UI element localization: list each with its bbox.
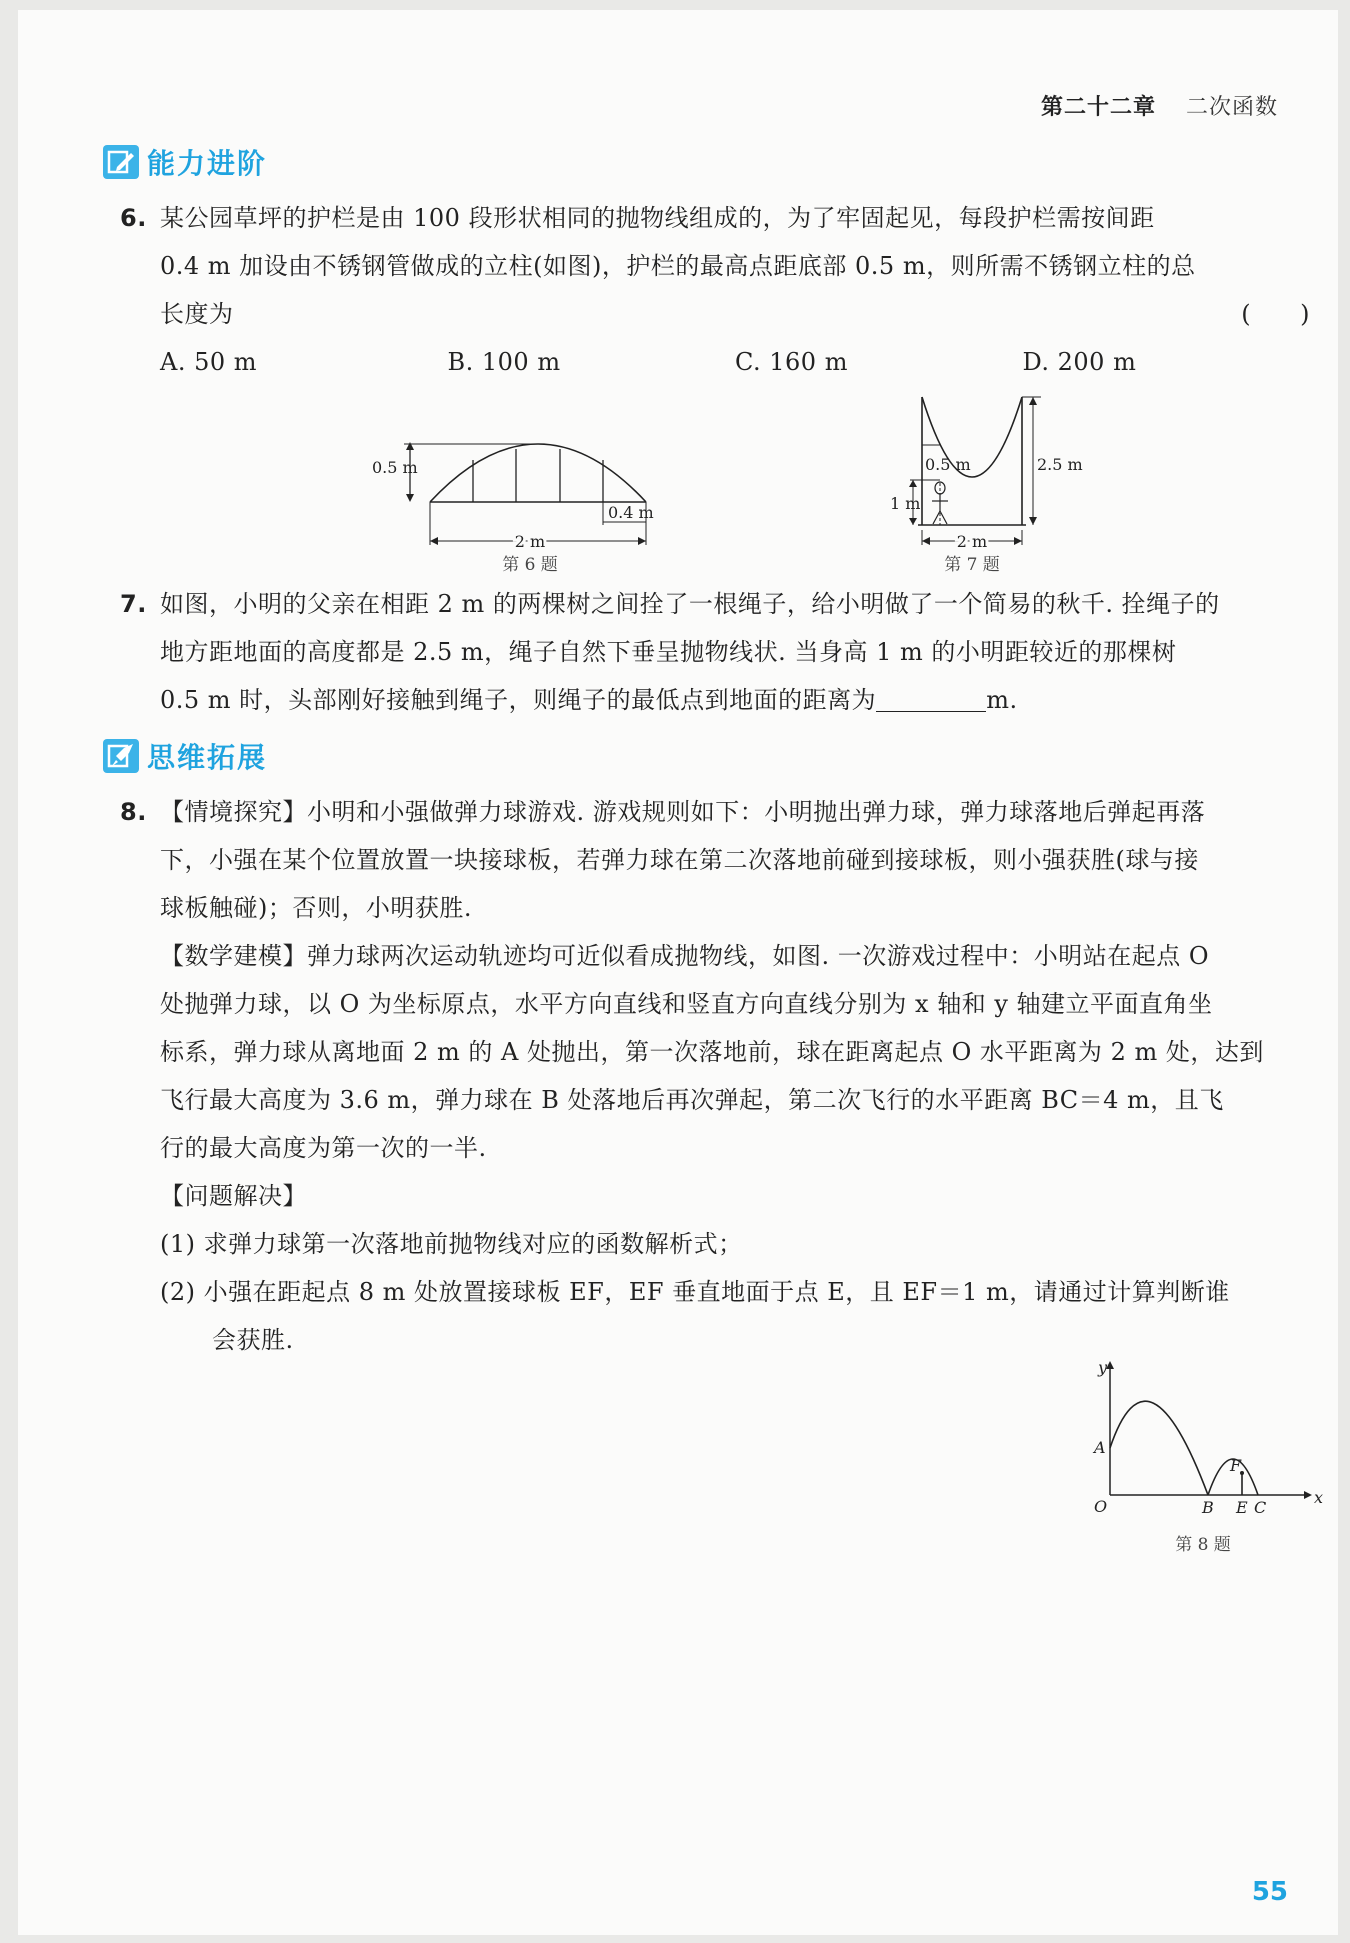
topic-label: 二次函数 <box>1185 95 1278 120</box>
label-gap: 0.4 m <box>608 503 654 522</box>
question-number: 7. <box>120 590 147 618</box>
option-c: C. 160 m <box>735 348 848 376</box>
question-text-line: 下，小强在某个位置放置一块接球板，若弹力球在第二次落地前碰到接球板，则小强获胜(球与接 <box>160 846 1199 874</box>
question-text-line: 长度为 <box>160 300 234 328</box>
question-7 <box>120 580 1310 724</box>
x-axis-label: x <box>1314 1488 1324 1507</box>
question-text-line: 行的最大高度为第一次的一半. <box>160 1134 487 1162</box>
options-row <box>160 338 1310 386</box>
rocket-icon <box>103 739 139 773</box>
question-text-line: 【数学建模】弹力球两次运动轨迹均可近似看成抛物线，如图. 一次游戏过程中：小明站在起点 O <box>160 942 1210 970</box>
answer-bracket: ( ) <box>1241 300 1310 328</box>
point-f: F <box>1230 1456 1242 1475</box>
running-header <box>1041 90 1278 121</box>
chapter-label: 第二十二章 <box>1040 94 1156 120</box>
sub-question-2: (2) 小强在距起点 8 m 处放置接球板 EF，EF 垂直地面于点 E，且 EF＝1 m，请通过计算判断谁 <box>160 1278 1230 1306</box>
page <box>18 10 1338 1935</box>
option-d: D. 200 m <box>1022 348 1137 376</box>
option-b: B. 100 m <box>447 348 561 376</box>
label-total-height: 2.5 m <box>1037 455 1083 474</box>
figure-7 <box>873 385 1103 580</box>
page-number: 55 <box>1251 1877 1288 1907</box>
question-text-line: 飞行最大高度为 3.6 m，弹力球在 B 处落地后再次弹起，第二次飞行的水平距离 BC＝4 m，且飞 <box>160 1086 1224 1114</box>
question-text-line: 【问题解决】 <box>160 1182 307 1210</box>
question-number: 8. <box>120 798 147 826</box>
point-b: B <box>1202 1498 1214 1517</box>
label-width: 2 m <box>956 532 988 551</box>
label-height: 0.5 m <box>372 458 418 477</box>
section-heading-ability <box>103 142 267 182</box>
figure-6 <box>368 420 688 580</box>
option-a: A. 50 m <box>160 348 258 376</box>
question-text-line: 地方距地面的高度都是 2.5 m，绳子自然下垂呈抛物线状. 当身高 1 m 的小明距较近的那棵树 <box>160 638 1177 666</box>
label-person-height: 1 m <box>890 494 921 513</box>
label-width: 2 m <box>514 532 546 551</box>
question-text-line: 处抛弹力球，以 O 为坐标原点，水平方向直线和竖直方向直线分别为 x 轴和 y 轴建立平面直角坐 <box>160 990 1213 1018</box>
question-number: 6. <box>120 204 147 232</box>
section-heading-thinking <box>103 736 267 776</box>
question-8 <box>120 788 1310 1364</box>
pencil-icon <box>103 145 139 179</box>
point-e: E <box>1236 1498 1248 1517</box>
question-text-line: 0.5 m 时，头部刚好接触到绳子，则绳子的最低点到地面的距离为 <box>160 686 877 714</box>
question-text-line: 球板触碰)；否则，小明获胜. <box>160 894 472 922</box>
label-half: 0.5 m <box>925 455 971 474</box>
unit-label: m. <box>986 686 1018 714</box>
y-axis-label: y <box>1098 1358 1108 1377</box>
section-title: 能力进阶 <box>147 147 268 180</box>
point-o: O <box>1094 1497 1108 1516</box>
figure-caption: 第 7 题 <box>944 555 1000 575</box>
sub-question-2-cont: 会获胜. <box>212 1326 294 1354</box>
section-title: 思维拓展 <box>147 741 268 774</box>
question-text-line: 标系，弹力球从离地面 2 m 的 A 处抛出，第一次落地前，球在距离起点 O 水平距离为 2 m 处，达到 <box>160 1038 1264 1066</box>
question-text-line: 【情境探究】小明和小强做弹力球游戏. 游戏规则如下：小明抛出弹力球，弹力球落地后弹起再落 <box>160 798 1206 826</box>
sub-question-1: (1) 求弹力球第一次落地前抛物线对应的函数解析式； <box>160 1230 743 1258</box>
question-text-line: 0.4 m 加设由不锈钢管做成的立柱(如图)，护栏的最高点距底部 0.5 m，则所需不锈钢立柱的总 <box>160 252 1196 280</box>
question-text-line: 如图，小明的父亲在相距 2 m 的两棵树之间拴了一根绳子，给小明做了一个简易的秋千. 拴绳子的 <box>160 590 1220 618</box>
figure-caption: 第 6 题 <box>502 555 558 575</box>
figure-caption: 第 8 题 <box>1175 1535 1231 1555</box>
figure-8 <box>1068 1355 1324 1555</box>
question-6 <box>120 194 1310 386</box>
point-c: C <box>1254 1498 1267 1517</box>
answer-blank[interactable] <box>876 685 986 712</box>
point-a: A <box>1094 1438 1106 1457</box>
question-text-line: 某公园草坪的护栏是由 100 段形状相同的抛物线组成的，为了牢固起见，每段护栏需按间距 <box>160 204 1155 232</box>
